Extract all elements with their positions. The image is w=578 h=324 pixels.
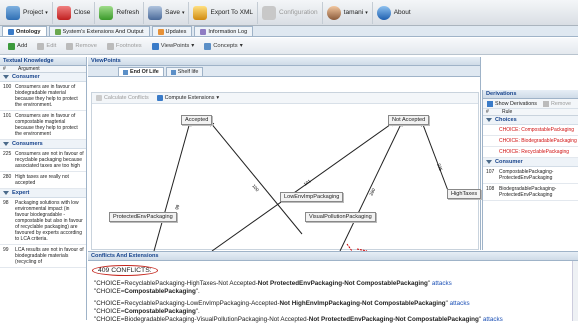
show-icon [487, 101, 493, 107]
log-icon [200, 29, 206, 35]
group-consumer[interactable]: Consumer [483, 158, 578, 167]
user-menu-button[interactable]: tamani ▾ [323, 2, 373, 24]
conflicts-panel [88, 251, 578, 323]
about-button[interactable]: About [373, 2, 415, 24]
edge-label: 100 [251, 183, 260, 193]
close-icon [57, 6, 71, 20]
node-not-accepted[interactable]: Not Accepted [388, 115, 429, 125]
minus-icon [66, 43, 73, 50]
conflict-count: 409 CONFLICTS: [92, 265, 158, 276]
chevron-down-icon [486, 160, 492, 164]
close-button[interactable]: Close [53, 2, 96, 24]
export-icon [193, 6, 207, 20]
conflict-line: "CHOICE=RecyclablePackaging-LowEnvImpPackaging-Accepted-Not HighEnvImpPackaging-Not CompostablePackaging" attacks [94, 300, 470, 307]
project-icon [6, 6, 20, 20]
edge-label: 99 [174, 204, 181, 211]
group-consumer[interactable]: Consumer [0, 73, 86, 82]
attacks-link[interactable]: attacks [431, 280, 452, 287]
conflict-line: "CHOICE=CompostablePackaging". [94, 308, 200, 315]
list-item[interactable]: 280 High taxes are really not accepted [0, 172, 86, 189]
scrollbar[interactable] [572, 261, 578, 321]
graph-edge [347, 244, 352, 251]
tab-end-of-life[interactable]: End Of Life [118, 67, 164, 76]
concepts-menu[interactable]: Concepts ▾ [199, 43, 247, 50]
graph-edge [340, 122, 402, 251]
list-item[interactable]: 100 Consumers are in favour of biodegradable material because they help to protect the environment. [0, 82, 86, 111]
attacks-link[interactable]: attacks [449, 300, 470, 307]
ontology-toolbar [0, 38, 578, 55]
tab-information-log[interactable]: Information Log [194, 26, 253, 36]
viewpoints-menu[interactable]: ViewPoints ▾ [147, 43, 200, 50]
edge-label: 280 [368, 187, 377, 197]
conflict-line: "CHOICE=RecyclablePackaging-HighTaxes-Not Accepted-Not ProtectedEnvPackaging-Not CompostablePackaging" attacks [94, 280, 452, 287]
main-tabs [0, 26, 578, 37]
textual-knowledge-panel [0, 57, 87, 320]
chevron-down-icon [3, 142, 9, 146]
pencil-icon [37, 43, 44, 50]
chevron-down-icon [486, 118, 492, 122]
graph-edge [422, 122, 450, 196]
list-item[interactable]: 101 Consumers are in favour of compostable magterial because they help to protect the environment [0, 111, 86, 140]
plus-icon [8, 43, 15, 50]
conflict-line: "CHOICE=CompostablePackaging". [94, 288, 200, 295]
panel-title: Textual Knowledge [0, 57, 86, 66]
tab-updates[interactable]: Updates [152, 26, 193, 36]
graph-edge [210, 122, 302, 234]
export-xml-button[interactable]: Export To XML [189, 2, 258, 24]
gear-icon [262, 6, 276, 20]
compute-extensions-menu[interactable]: Compute Extensions ▾ [157, 95, 219, 101]
list-item[interactable]: CHOICE: CompostablePackaging [483, 125, 578, 136]
remove-button[interactable]: Remove [61, 43, 102, 50]
concepts-icon [204, 43, 211, 50]
list-item[interactable]: CHOICE: RecyclablePackaging [483, 147, 578, 158]
footnotes-button[interactable]: Footnotes [102, 43, 147, 50]
viewpoint-icon [171, 70, 176, 75]
group-choices[interactable]: Choices [483, 116, 578, 125]
tab-ontology[interactable]: Ontology [2, 26, 47, 36]
refresh-button[interactable]: Refresh [95, 2, 144, 24]
show-derivations-button[interactable]: Show Derivations [487, 101, 537, 107]
edge-label: 225 [436, 162, 444, 172]
argument-graph [91, 92, 479, 250]
configuration-button[interactable]: Configuration [258, 2, 323, 24]
group-consumers[interactable]: Consumers [0, 140, 86, 149]
viewpoints-panel [88, 57, 481, 250]
derivations-title: Derivations [483, 90, 578, 99]
node-protected-env-packaging[interactable]: ProtectedEnvPackaging [109, 212, 177, 222]
conflicts-title: Conflicts And Extensions [88, 252, 578, 261]
graph-toolbar [92, 93, 478, 104]
list-item[interactable]: CHOICE: BiodegradablePackaging [483, 136, 578, 147]
ontology-icon [8, 29, 14, 35]
extensions-icon [55, 29, 61, 35]
node-visual-pollution-packaging[interactable]: VisualPollutionPackaging [305, 212, 376, 222]
remove-derivation-button[interactable]: Remove [543, 101, 571, 107]
add-button[interactable]: Add [3, 43, 32, 50]
graph-edges [92, 104, 480, 251]
col-number: # [3, 66, 6, 72]
main-toolbar [0, 0, 578, 26]
compute-icon [157, 95, 163, 101]
node-high-taxes[interactable]: HighTaxes [447, 189, 481, 199]
conflict-line: "CHOICE=BiodegradablePackaging-VisualPollutionPackaging-Not Accepted-Not ProtectedEnvPackaging-Not CompostablePackaging" attacks [94, 316, 503, 323]
viewpoints-title: ViewPoints [88, 57, 480, 66]
calculator-icon [96, 95, 102, 101]
chevron-down-icon [3, 191, 9, 195]
col-number: # [486, 109, 489, 115]
col-rule: Rule [502, 109, 513, 115]
chevron-down-icon [3, 75, 9, 79]
derivations-panel [482, 90, 578, 250]
save-menu-button[interactable]: Save ▾ [144, 2, 189, 24]
viewpoint-icon [123, 70, 128, 75]
user-icon [327, 6, 341, 20]
edit-button[interactable]: Edit [32, 43, 61, 50]
viewpoint-tabs [88, 66, 480, 77]
graph-edge [154, 122, 190, 251]
graph-edge [212, 122, 394, 251]
list-item[interactable]: 99 LCA results are not in favour of biodegradable materials (recycling of [0, 245, 86, 268]
refresh-icon [99, 6, 113, 20]
list-item[interactable]: 225 Consumers are not in favour of recyclable packaging because associated taxes are too high [0, 149, 86, 172]
list-item[interactable]: 108 BiodegradablePackaging-ProtectedEnvPackaging [483, 184, 578, 201]
save-icon [148, 6, 162, 20]
edge-label: 101 [302, 178, 312, 187]
tab-systems-extensions[interactable]: System's Extensions And Output [49, 26, 150, 36]
list-item[interactable]: 107 CompostablePackaging-ProtectedEnvPackaging [483, 167, 578, 184]
viewpoints-icon [152, 43, 159, 50]
attacks-link[interactable]: attacks [482, 316, 503, 323]
tab-shelf-life[interactable]: Shelf life [166, 67, 204, 76]
footnote-icon [107, 43, 114, 50]
node-low-env-imp-packaging[interactable]: LowEnvImpPackaging [280, 192, 343, 202]
info-icon [377, 6, 391, 20]
project-menu-button[interactable]: Project ▾ [2, 2, 53, 24]
group-expert[interactable]: Expert [0, 189, 86, 198]
col-argument: Argument [18, 66, 40, 72]
list-item[interactable]: 98 Packaging solutions with low environmental impact (in favour biodegradable - compostable but also in favour of recyclable packaging) are favoured by experts according to LCA criteria. [0, 198, 86, 245]
calculate-conflicts-button[interactable]: Calculate Conflicts [96, 95, 149, 101]
derivations-toolbar [483, 99, 578, 109]
minus-icon [543, 101, 549, 107]
node-accepted[interactable]: Accepted [181, 115, 212, 125]
updates-icon [158, 29, 164, 35]
